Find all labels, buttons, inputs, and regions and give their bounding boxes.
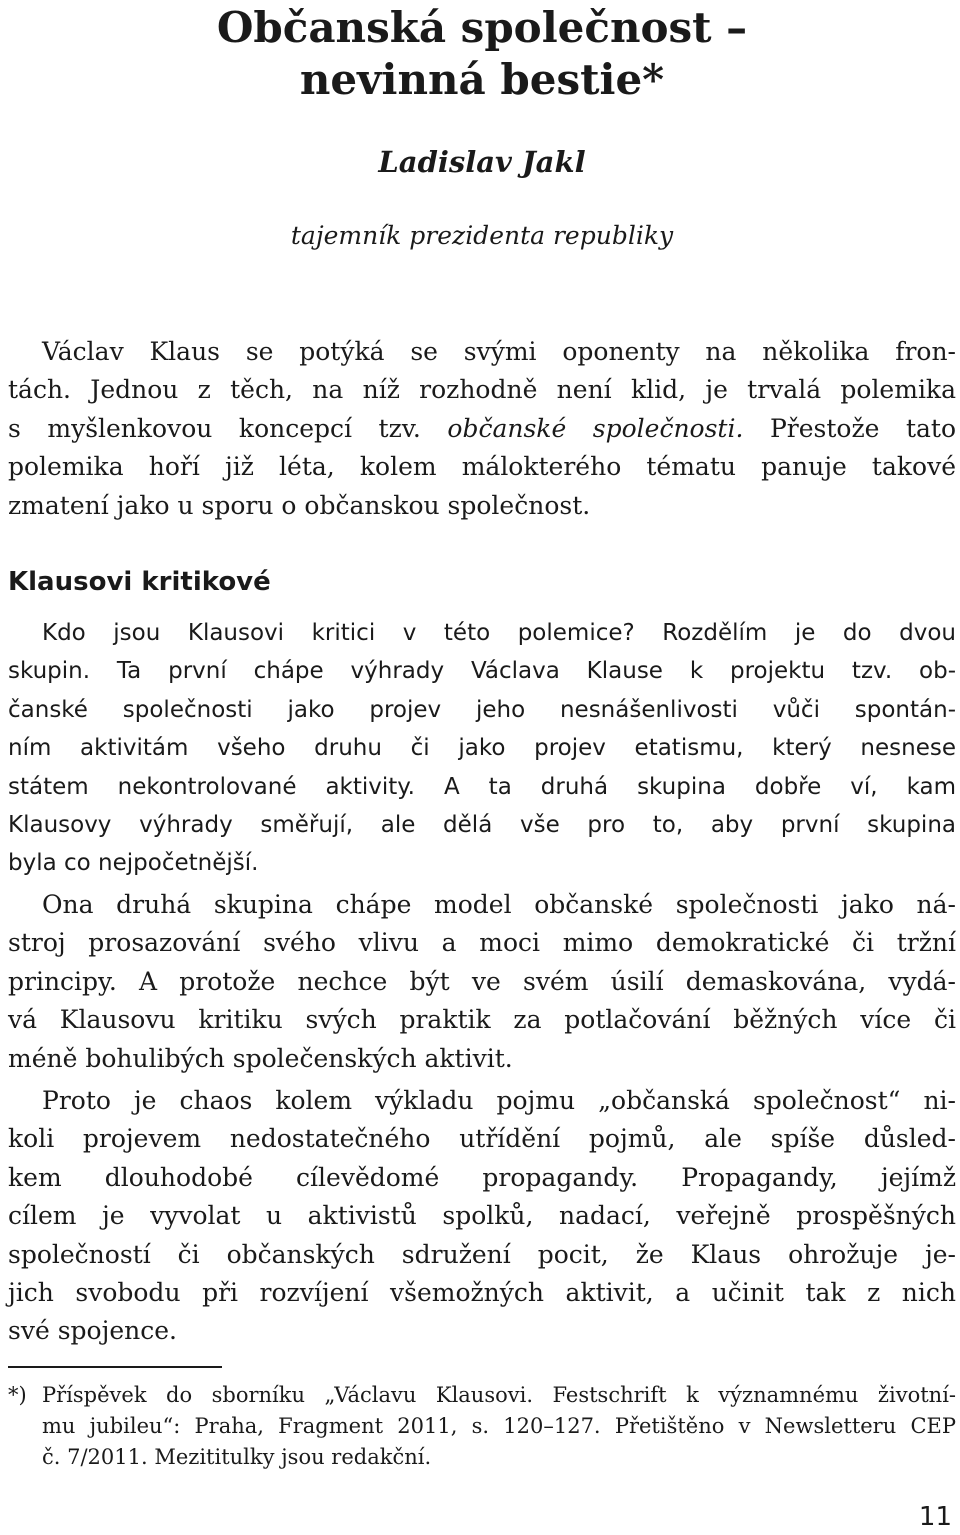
paragraph-line: kem dlouhodobé cílevědomé propagandy. Propagandy, jejímž bbox=[8, 1162, 956, 1192]
paragraph-line: Ona druhá skupina chápe model občanské společnosti jako ná- bbox=[42, 890, 956, 919]
paragraph-line: koli projevem nedostatečného utřídění pojmů, ale spíše důsled- bbox=[8, 1124, 956, 1154]
footnote-text bbox=[42, 1380, 956, 1473]
paragraph-line: čanské společnosti jako projev jeho nesnášenlivosti vůči spontán- bbox=[8, 696, 956, 723]
paragraph-line: Klausovy výhrady směřují, ale dělá vše pro to, aby první skupina bbox=[8, 812, 956, 839]
paragraph-line: ním aktivitám všeho druhu či jako projev etatismu, který nesnese bbox=[8, 735, 956, 762]
article-title-line-1: Občanská společnost – bbox=[216, 3, 748, 52]
section-paragraph-3 bbox=[8, 1082, 956, 1351]
document-page bbox=[8, 0, 956, 1535]
article-author: Ladislav Jakl bbox=[378, 145, 586, 179]
paragraph-line: společností či občanských sdružení pocit, že Klaus ohrožuje je- bbox=[8, 1239, 956, 1269]
footnote bbox=[8, 1380, 956, 1473]
footnote-line: č. 7/2011. Mezititulky jsou redakční. bbox=[42, 1445, 432, 1469]
intro-emphasis: občanské společnosti. bbox=[447, 413, 744, 443]
section-paragraph-1 bbox=[8, 614, 956, 883]
paragraph-line: své spojence. bbox=[8, 1316, 177, 1346]
section-heading: Klausovi kritikové bbox=[8, 567, 271, 597]
paragraph-line: cílem je vyvolat u aktivistů spolků, nadací, veřejně prospěšných bbox=[8, 1201, 956, 1231]
intro-line-text: s myšlenkovou koncepcí tzv. bbox=[8, 413, 448, 443]
paragraph-line: státem nekontrolované aktivity. A ta druhá skupina dobře ví, kam bbox=[8, 773, 956, 800]
paragraph-line: méně bohulibých společenských aktivit. bbox=[8, 1043, 513, 1073]
paragraph-line: vá Klausovu kritiku svých praktik za potlačování běžných více či bbox=[8, 1005, 956, 1035]
article-title-line-2: nevinná bestie* bbox=[299, 55, 665, 104]
footnote-mark: *) bbox=[8, 1383, 27, 1407]
footnote-divider bbox=[8, 1366, 222, 1368]
section-paragraph-2 bbox=[8, 886, 956, 1078]
paragraph-line: Proto je chaos kolem výkladu pojmu „občanská společnost“ ni- bbox=[42, 1086, 956, 1115]
intro-line: tách. Jednou z těch, na níž rozhodně není klid, je trvalá polemika bbox=[8, 375, 956, 405]
intro-line: Václav Klaus se potýká se svými oponenty na několika fron- bbox=[42, 337, 956, 366]
intro-line-text: Přestože tato bbox=[743, 413, 956, 443]
paragraph-line: principy. A protože nechce být ve svém úsilí demaskována, vydá- bbox=[8, 966, 956, 996]
article-title bbox=[8, 2, 956, 106]
paragraph-line: stroj prosazování svého vlivu a moci mimo demokratické či tržní bbox=[8, 928, 956, 958]
author-affiliation: tajemník prezidenta republiky bbox=[290, 221, 674, 250]
paragraph-line: skupin. Ta první chápe výhrady Václava Klause k projektu tzv. ob- bbox=[8, 658, 956, 685]
footnote-line: mu jubileu“: Praha, Fragment 2011, s. 120–127. Přetištěno v Newsletteru CEP bbox=[42, 1414, 956, 1438]
page-number: 11 bbox=[918, 1502, 952, 1532]
intro-line: polemika hoří již léta, kolem málokterého tématu panuje takové bbox=[8, 452, 956, 482]
intro-line: zmatení jako u sporu o občanskou společnost. bbox=[8, 490, 591, 520]
footnote-line: Příspěvek do sborníku „Václavu Klausovi. Festschrift k významnému životní- bbox=[42, 1383, 956, 1407]
paragraph-line: byla co nejpočetnější. bbox=[8, 850, 259, 877]
paragraph-line: jich svobodu při rozvíjení všemožných aktivit, a učinit tak z nich bbox=[8, 1278, 956, 1308]
intro-line bbox=[8, 410, 956, 448]
intro-paragraph bbox=[8, 333, 956, 525]
paragraph-line: Kdo jsou Klausovi kritici v této polemice? Rozdělím je do dvou bbox=[42, 620, 956, 646]
